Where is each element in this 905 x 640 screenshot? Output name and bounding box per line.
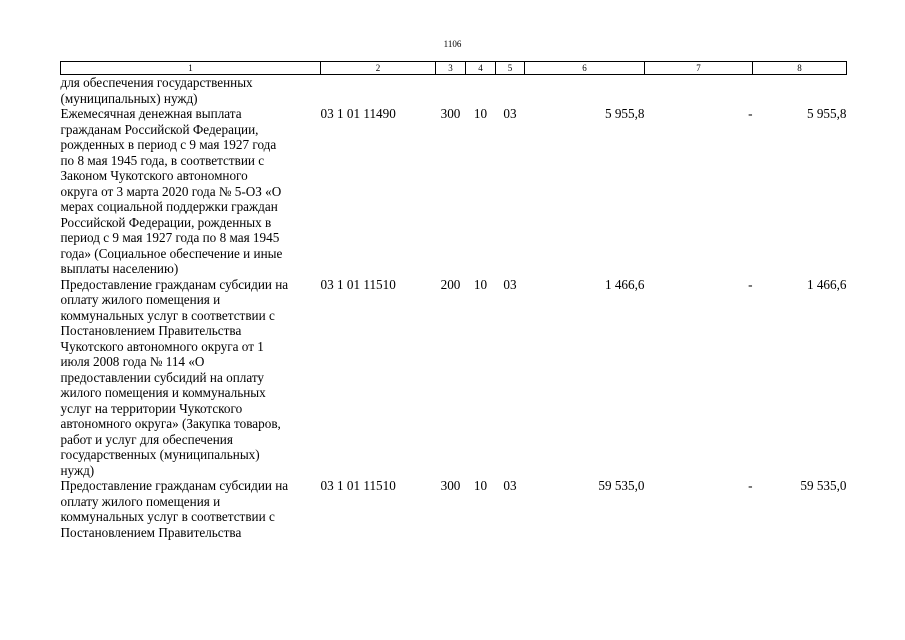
row-change (645, 75, 753, 107)
row-vr: 200 (440, 276, 461, 292)
row-total: 59 535,0 (800, 478, 847, 493)
column-header-2: 2 (321, 62, 436, 75)
row-rz: 10 (473, 106, 488, 121)
row-pr: 03 (503, 276, 517, 292)
row-pr (496, 75, 525, 107)
table-row (61, 277, 847, 479)
row-rz: 10 (473, 276, 488, 292)
row-rz: 10 (473, 478, 488, 493)
row-rz (466, 75, 496, 107)
row-pr: 03 (503, 478, 517, 493)
row-amount: 59 535,0 (598, 478, 645, 493)
table-row (61, 75, 847, 107)
page-number: 1106 (443, 39, 462, 49)
row-code: 03 1 01 11490 (320, 106, 396, 121)
row-total: 5 955,8 (806, 106, 847, 121)
column-header-8: 8 (753, 62, 847, 75)
row-name: Предоставление гражданам субсидии на оплату жилого помещения и коммунальных услуг в соответствии с Постановлением Правительства Чукотского автономного округа от 1 июля 2008 года № 114 «О предоставлении субсидий на оплату жилого помещения и коммунальных услуг на территории Чукотского автономного округа» (Закупка товаров, работ и услуг для обеспечения государственных (муниципальных) нужд) (60, 276, 289, 478)
row-total (753, 75, 847, 107)
budget-table (60, 61, 847, 540)
row-code: 03 1 01 11510 (320, 478, 396, 493)
row-code: 03 1 01 11510 (320, 276, 396, 292)
row-pr: 03 (503, 106, 517, 121)
column-header-3: 3 (436, 62, 466, 75)
row-vr: 300 (440, 478, 461, 493)
column-header-4: 4 (466, 62, 496, 75)
row-code (321, 75, 436, 107)
row-change: - (748, 478, 753, 493)
row-name: Предоставление гражданам субсидии на оплату жилого помещения и коммунальных услуг в соответствии с Постановлением Правительства (60, 478, 289, 540)
column-header-6: 6 (525, 62, 645, 75)
row-vr: 300 (440, 106, 461, 121)
column-header-5: 5 (496, 62, 525, 75)
column-header-7: 7 (645, 62, 753, 75)
row-name: Ежемесячная денежная выплата гражданам Российской Федерации, рожденных в период с 9 мая 1927 года по 8 мая 1945 года, в соответствии с Законом Чукотского автономного округа от 3 марта 2020 года № 5-ОЗ «О мерах социальной поддержки граждан Российской Федерации, рожденных в период с 9 мая 1927 года по 8 мая 1945 года» (Социальное обеспечение и иные выплаты населению) (60, 106, 283, 276)
row-amount: 1 466,6 (604, 276, 645, 292)
row-change: - (748, 106, 753, 121)
row-vr (436, 75, 466, 107)
row-amount: 5 955,8 (604, 106, 645, 121)
row-amount (525, 75, 645, 107)
row-total: 1 466,6 (806, 276, 847, 292)
column-number-header (61, 62, 847, 75)
table-row (61, 478, 847, 540)
row-name: для обеспечения государственных (муниципальных) нужд) (60, 75, 253, 106)
table-row (61, 106, 847, 277)
row-change: - (748, 276, 753, 292)
column-header-1: 1 (61, 62, 321, 75)
